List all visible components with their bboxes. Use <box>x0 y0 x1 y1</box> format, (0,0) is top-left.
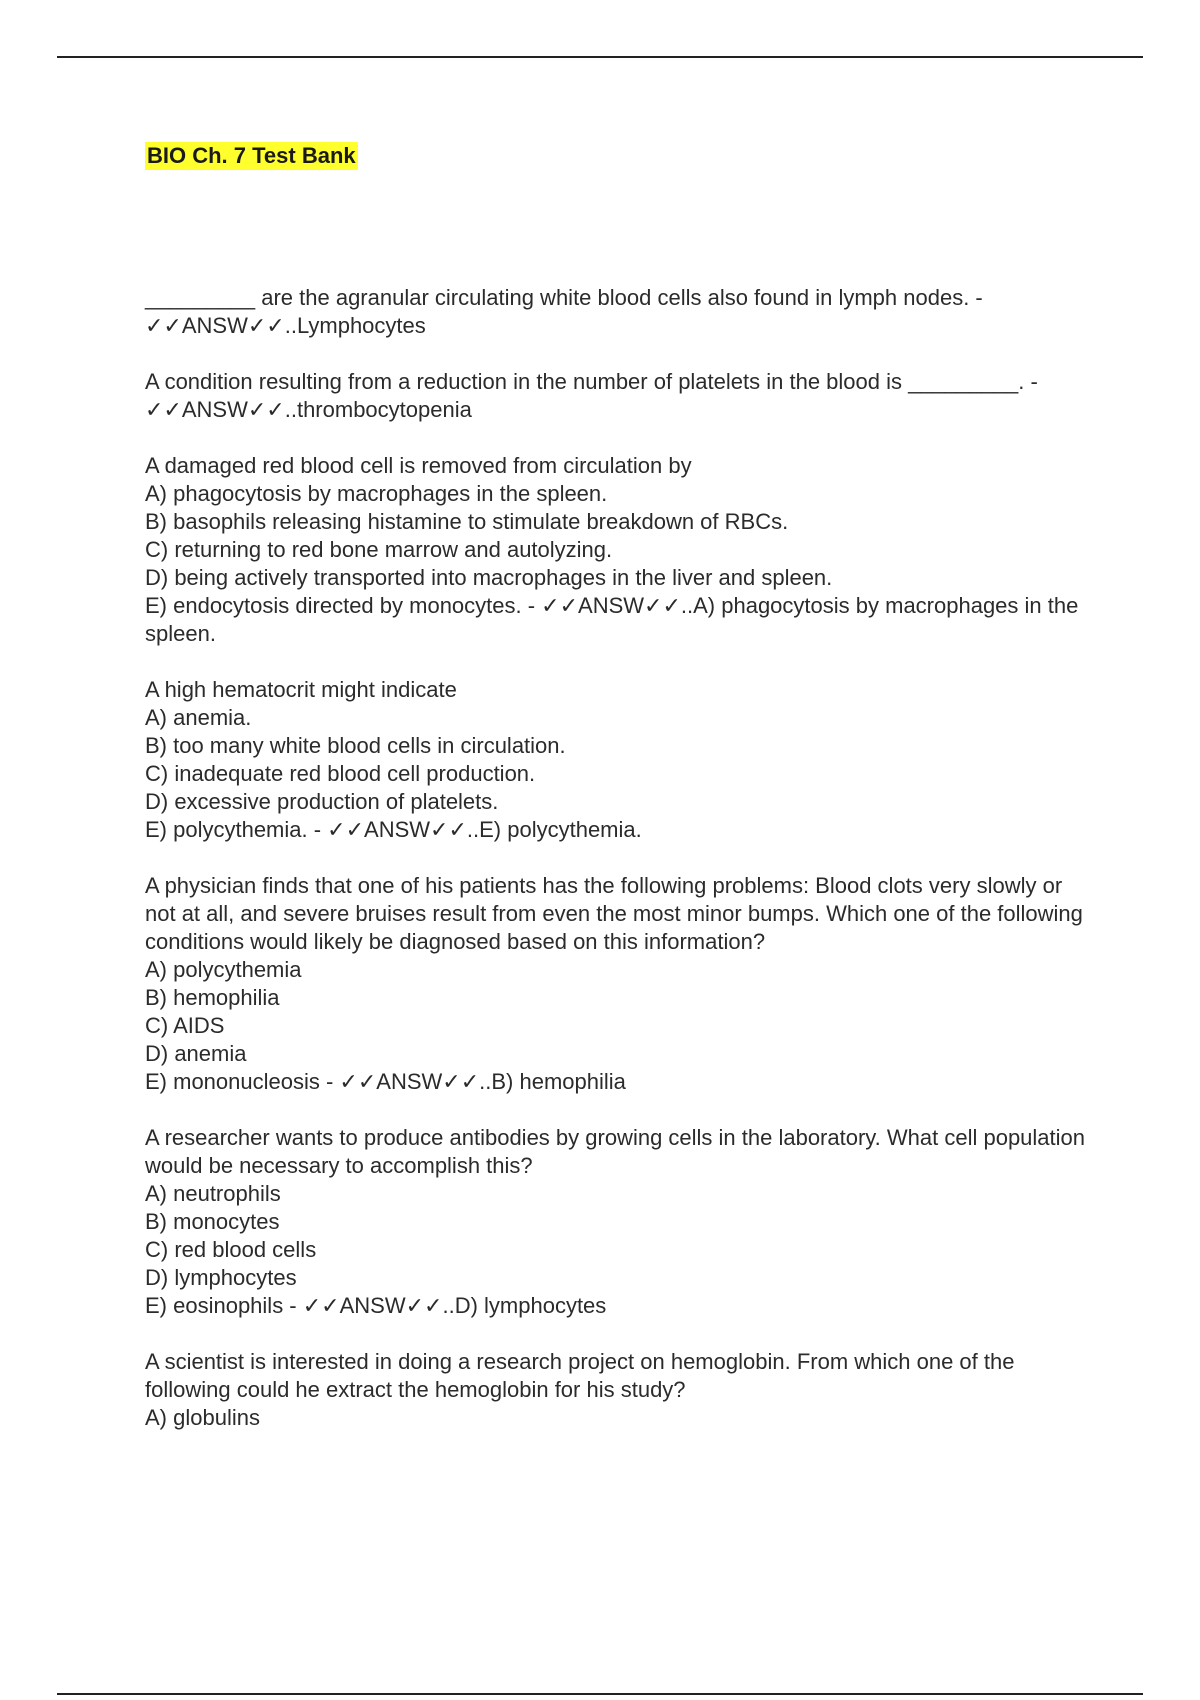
answer-option: B) monocytes <box>145 1209 280 1234</box>
answer-option: D) being actively transported into macrophages in the liver and spleen. <box>145 565 833 590</box>
question-stem: A researcher wants to produce antibodies by growing cells in the laboratory. What cell population would be necessary to accomplish this? <box>145 1125 1086 1178</box>
answer-option: B) too many white blood cells in circulation. <box>145 733 566 758</box>
answer-option: B) basophils releasing histamine to stimulate breakdown of RBCs. <box>145 509 789 534</box>
answer-option: C) AIDS <box>145 1013 225 1038</box>
answer-option: B) hemophilia <box>145 985 280 1010</box>
answer-option: E) polycythemia. - ✓✓ANSW✓✓..E) polycythemia. <box>145 817 642 842</box>
answer-option: D) anemia <box>145 1041 247 1066</box>
document-page <box>145 142 1085 1460</box>
answer-option: A) globulins <box>145 1405 260 1430</box>
question-3 <box>145 452 1085 648</box>
question-7 <box>145 1348 1085 1432</box>
document-title: BIO Ch. 7 Test Bank <box>147 143 356 168</box>
question-1 <box>145 284 1085 340</box>
footer-rule <box>57 1693 1143 1695</box>
answer-option: C) red blood cells <box>145 1237 317 1262</box>
answer-option: D) lymphocytes <box>145 1265 297 1290</box>
question-stem: A condition resulting from a reduction in the number of platelets in the blood is _________. - ✓✓ANSW✓✓..thrombocytopenia <box>145 369 1038 422</box>
header-rule <box>57 56 1143 58</box>
answer-option: E) endocytosis directed by monocytes. - ✓✓ANSW✓✓..A) phagocytosis by macrophages in the spleen. <box>145 593 1079 646</box>
answer-option: A) phagocytosis by macrophages in the spleen. <box>145 481 608 506</box>
question-stem: A scientist is interested in doing a research project on hemoglobin. From which one of the following could he extract the hemoglobin for his study? <box>145 1349 1015 1402</box>
question-4 <box>145 676 1085 844</box>
answer-option: A) polycythemia <box>145 957 302 982</box>
question-5 <box>145 872 1085 1096</box>
question-stem: A physician finds that one of his patients has the following problems: Blood clots very slowly or not at all, and severe bruises result from even the most minor bumps. Which one of the following conditions would likely be diagnosed based on this information? <box>145 873 1083 954</box>
answer-option: E) eosinophils - ✓✓ANSW✓✓..D) lymphocytes <box>145 1293 607 1318</box>
answer-option: E) mononucleosis - ✓✓ANSW✓✓..B) hemophilia <box>145 1069 626 1094</box>
question-stem: _________ are the agranular circulating white blood cells also found in lymph nodes. - ✓✓ANSW✓✓..Lymphocytes <box>145 285 983 338</box>
answer-option: C) returning to red bone marrow and autolyzing. <box>145 537 613 562</box>
answer-option: A) neutrophils <box>145 1181 281 1206</box>
question-2 <box>145 368 1085 424</box>
question-6 <box>145 1124 1085 1320</box>
question-stem: A high hematocrit might indicate <box>145 677 457 702</box>
answer-option: C) inadequate red blood cell production. <box>145 761 536 786</box>
answer-option: D) excessive production of platelets. <box>145 789 499 814</box>
answer-option: A) anemia. <box>145 705 252 730</box>
question-list <box>145 284 1085 1432</box>
question-stem: A damaged red blood cell is removed from circulation by <box>145 453 692 478</box>
